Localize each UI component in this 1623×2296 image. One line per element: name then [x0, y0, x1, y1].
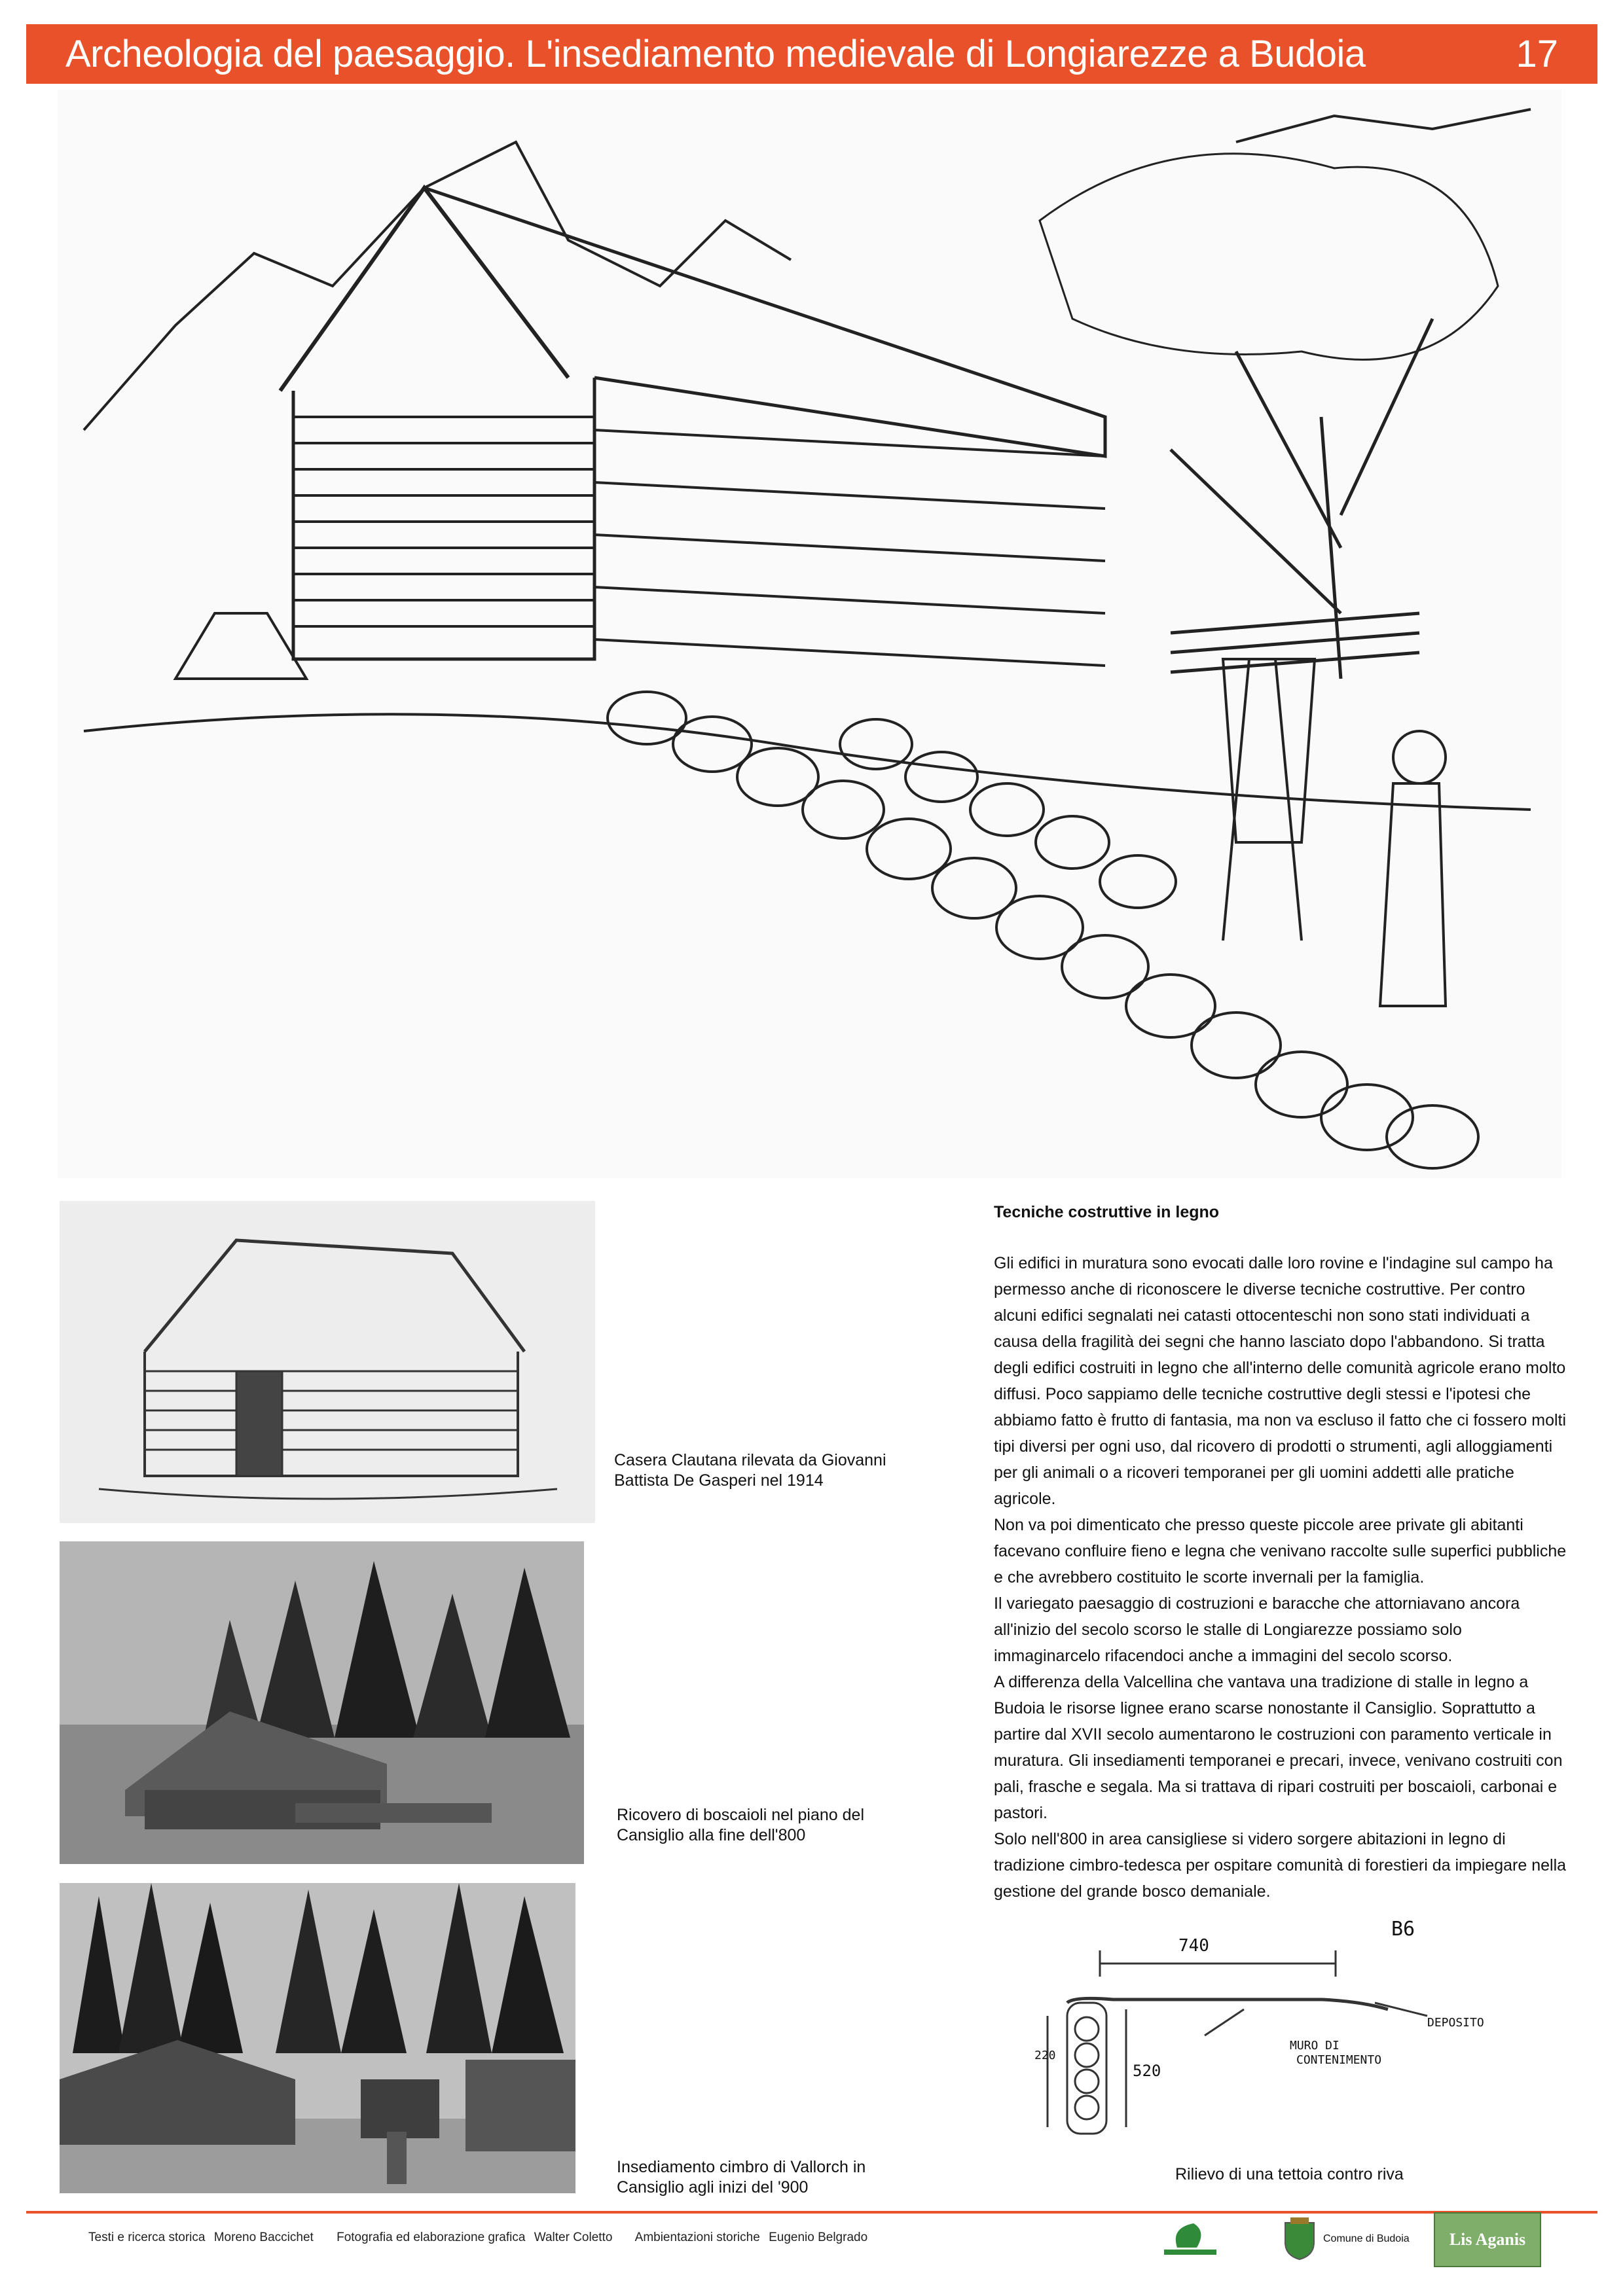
credit-label: Fotografia ed elaborazione grafica — [337, 2231, 526, 2244]
main-illustration — [58, 90, 1561, 1178]
credit-label: Ambientazioni storiche — [634, 2231, 760, 2244]
article-paragraph: A differenza della Valcellina che vantava una tradizione di stalle in legno a Budoia le risorse lignee erano scarse nonostante il Cansiglio. Soprattutto a partire dal XVII secolo aumentarono le costruzioni con paramento verticale in muratura. Gli insediamenti temporanei e precari, invece, venivano costruiti con pali, frasche e segala. Ma si trattava di ripari costruiti per boscaioli, carbonai e pastori. — [994, 1673, 1563, 1822]
credit-name: Moreno Baccichet — [213, 2231, 314, 2244]
credit-name: Eugenio Belgrado — [769, 2231, 868, 2244]
survey-sketch — [1034, 1918, 1532, 2153]
logo-comune-text: Comune di Budoia — [1323, 2233, 1410, 2244]
credit-name: Walter Coletto — [534, 2231, 613, 2244]
logo-lis-aganis-text: Lis Aganis — [1449, 2230, 1526, 2249]
coat-of-arms-icon — [1280, 2216, 1319, 2262]
sketch-label-wall-2: CONTENIMENTO — [1296, 2053, 1382, 2067]
figure-3-caption: Insediamento cimbro di Vallorch in Cansiglio agli inizi del '900 — [617, 2158, 866, 2197]
figure-1-image — [60, 1201, 595, 1523]
ink-drawing-log-hut-landscape-icon — [58, 90, 1561, 1178]
survey-sketch-icon — [1034, 1918, 1532, 2153]
sketch-label-deposit: DEPOSITO — [1427, 2016, 1484, 2030]
figure-1-caption: Casera Clautana rilevata da Giovanni Battista De Gasperi nel 1914 — [614, 1451, 886, 1490]
logo-comune-budoia — [1280, 2216, 1410, 2262]
sketch-dim-vertical: 520 — [1133, 2062, 1161, 2080]
page-title: Archeologia del paesaggio. L'insediamento medievale di Longiarezze a Budoia — [65, 33, 1366, 75]
footer-credits — [88, 2231, 873, 2245]
article-paragraph: Solo nell'800 in area cansigliese si videro sorgere abitazioni in legno di tradizione cimbro-tedesca per ospitare comunità di forestieri da impiegare nella gestione del grande bosco demaniale. — [994, 1830, 1567, 1901]
article-paragraph: Non va poi dimenticato che presso queste piccole aree private gli abitanti facevano confluire fieno e legna che venivano raccolte sulle superfici pubbliche e che avrebbero costituito le scorte invernali per la famiglia. — [994, 1516, 1567, 1587]
sketch-log-cabin-icon — [60, 1201, 595, 1523]
photo-woodcutters-shelter-icon — [60, 1541, 584, 1864]
logo-lis-aganis — [1434, 2212, 1541, 2267]
figure-2-caption: Ricovero di boscaioli nel piano del Cansiglio alla fine dell'800 — [617, 1806, 865, 1844]
footer-rule — [26, 2211, 1597, 2214]
sketch-dim-horizontal: 740 — [1178, 1936, 1209, 1956]
article-body — [994, 1250, 1570, 1905]
sketch-code: B6 — [1391, 1918, 1415, 1941]
header-bar — [26, 24, 1597, 84]
sketch-dim-small: 220 — [1034, 2049, 1056, 2062]
sketch-label-wall: MURO DI — [1290, 2039, 1340, 2053]
figure-2-image — [60, 1541, 584, 1864]
article-paragraph: Il variegato paesaggio di costruzioni e baracche che attorniavano ancora all'inizio del secolo scorso le stalle di Longiarezze possiamo solo immaginarcelo rifacendoci anche a immagini del secolo scorso. — [994, 1594, 1520, 1665]
page-number: 17 — [1516, 33, 1558, 75]
article-heading: Tecniche costruttive in legno — [994, 1203, 1220, 1221]
leaf-logo-icon — [1158, 2218, 1223, 2257]
photo-cimbro-settlement-icon — [60, 1883, 575, 2193]
logo-legambiente — [1158, 2218, 1223, 2257]
credit-label: Testi e ricerca storica — [88, 2231, 206, 2244]
survey-sketch-caption: Rilievo di una tettoia contro riva — [1175, 2165, 1404, 2183]
figure-3-image — [60, 1883, 575, 2193]
article-paragraph: Gli edifici in muratura sono evocati dalle loro rovine e l'indagine sul campo ha permesso anche di riconoscere le diverse tecniche costruttive. Per contro alcuni edifici segnalati nei catasti ottocenteschi non sono stati individuati a causa della fragilità dei segni che hanno lasciato dopo l'abbandono. Si tratta degli edifici costruiti in legno che all'interno delle comunità agricole erano molto diffusi. Poco sappiamo delle tecniche costruttive degli stessi e l'ipotesi che abbiamo fatto è frutto di fantasia, ma non va escluso il fatto che ci fossero molti tipi diversi per ogni uso, dal ricovero di prodotti o strumenti, agli alloggiamenti per gli animali o a ricoveri temporanei per gli uomini addetti alle pratiche agricole. — [994, 1254, 1567, 1508]
